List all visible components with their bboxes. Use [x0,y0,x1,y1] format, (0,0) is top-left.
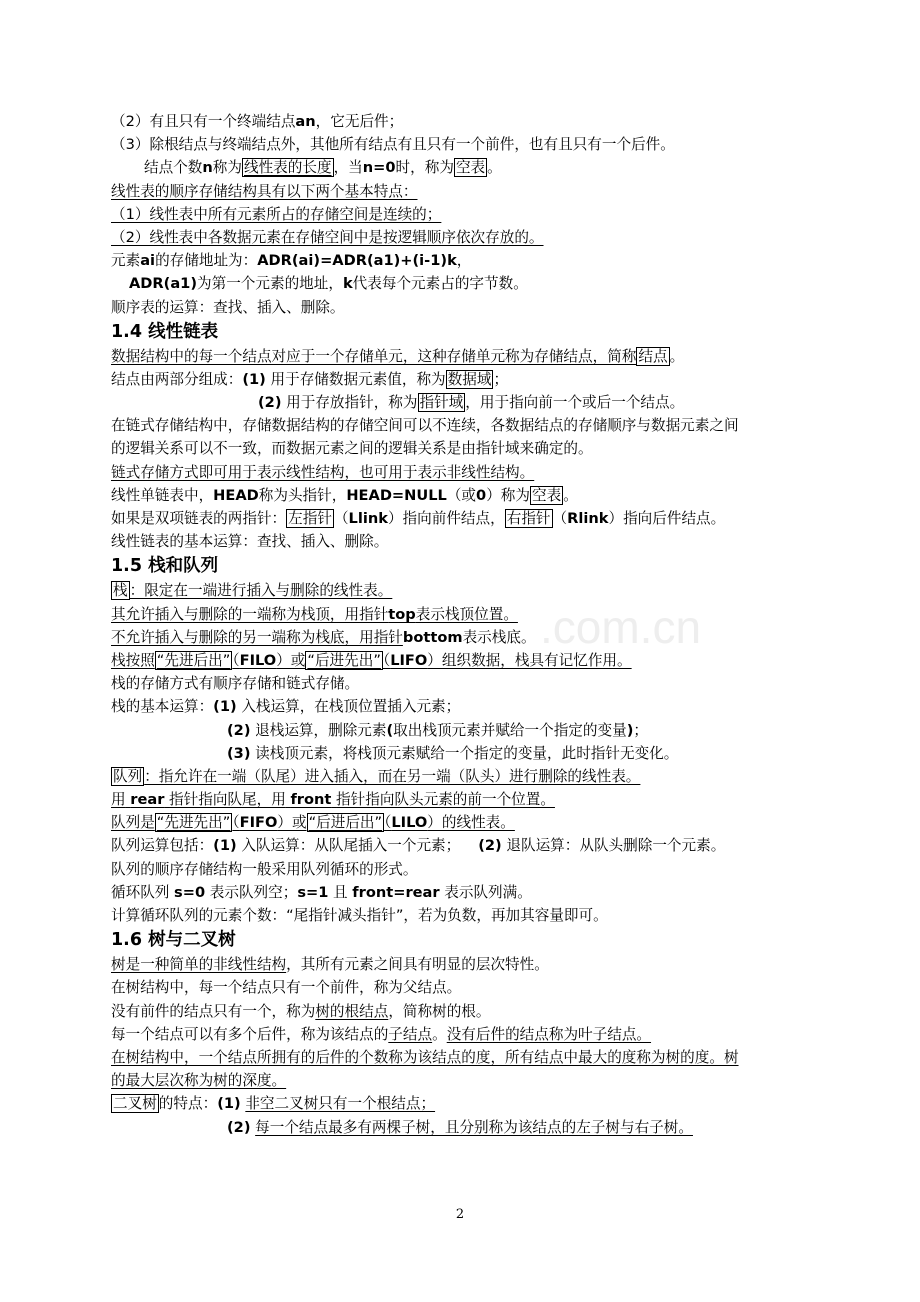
text-run: 代表每个元素占的字节数。 [352,275,528,293]
text-line: 在链式存储结构中，存储数据结构的存储空间可以不连续，各数据结点的存储顺序与数据元素之间 [111,417,739,435]
section-heading: 1.4 线性链表 [111,321,219,342]
text-run: 表示队列空； [209,883,298,901]
text-line [111,649,821,672]
text-run: 指针指向队尾，用 [169,791,286,809]
text-run: 线性单链表中， [111,486,214,504]
text-line [111,133,821,156]
text-line: 在树结构中，每一个结点只有一个前件，称为父结点。 [111,979,462,997]
text-line [111,579,821,602]
text-line [111,345,821,368]
text-line: 的最大层次称为树的深度。 [111,1072,287,1090]
term-box: “后进先出” [307,651,381,669]
text-run: 元素 [111,252,141,270]
text-line [111,110,821,133]
text-run: 。 [432,1025,447,1043]
text-run: 循环队列 [111,883,170,901]
text-line [111,156,821,179]
text-line [111,788,821,811]
text-run: n=0 [362,159,396,177]
text-run: ； [633,721,648,739]
text-run: k [342,275,353,293]
text-run: bottom [402,628,463,646]
text-run: FILO [239,651,277,669]
text-run: (3) [227,744,251,762]
text-line [111,626,821,649]
term-box: 栈 [113,582,128,600]
text-run: FIFO [239,814,278,832]
text-line: 计算循环队列的元素个数：“尾指针减头指针”，若为负数，再加其容量即可。 [111,907,608,924]
text-run: 。 [563,486,578,504]
text-run: 用 [111,791,126,809]
text-line: （2）线性表中各数据元素在存储空间中是按逻辑顺序依次存放的。 [111,228,544,246]
text-run: 树的根结点 [315,1002,389,1020]
text-run: LIFO [390,651,428,669]
text-run: （3）除根结点与终端结点外，其他所有结点有且只有一个前件，也有且只有一个后件。 [111,136,675,154]
text-run: ）组织数据，栈具有记忆作用。 [427,651,632,669]
text-run: 不允许插入与删除的另一端称为栈底，用指针 [111,628,403,646]
text-run: ； [493,370,509,388]
text-run: ）称为 [486,486,530,504]
text-run: 。 [669,347,685,365]
text-line [111,811,821,834]
text-run: (1) [213,698,237,716]
text-run: 为第一个元素的地址， [197,275,343,293]
text-run: 没有后件的结点称为叶子结点。 [446,1025,652,1043]
text-run: 称为头指针， [258,486,347,504]
text-line: 链式存储方式即可用于表示线性结构，也可用于表示非线性结构。 [111,463,535,481]
text-line [111,742,821,765]
text-run: s=1 [297,883,329,901]
text-run: 取出栈顶元素并赋给一个指定的变量 [393,721,627,739]
text-run: 的存储地址为： [155,252,258,270]
term-box: “先进先出” [156,814,231,832]
text-line [111,834,821,857]
text-run: HEAD [213,486,259,504]
text-run: 时，称为 [395,159,454,177]
text-run: (1) [242,370,266,388]
text-run: ，用于指向前一个或后一个结点。 [465,394,685,412]
text-run: 每一个结点最多有两棵子树，且分别称为该结点的左子树与右子树。 [255,1118,693,1136]
term-box: 线性表的长度 [243,159,332,177]
text-run: （ [333,510,349,527]
text-line [111,719,821,742]
text-run: 退栈运算，删除元素 [255,721,387,739]
text-run: ）指向后件结点。 [608,510,726,527]
text-run: ）或 [276,651,306,669]
text-run: （ [384,814,392,832]
text-line: 队列的顺序存储结构一般采用队列循环的形式。 [111,860,418,878]
text-run: ai [140,252,156,270]
text-line [111,391,821,414]
term-box: 左指针 [288,510,332,527]
text-run: (2) [227,721,251,739]
text-run: 入队运算：从队尾插入一个元素； [241,837,461,855]
text-run: top [388,605,416,623]
watermark: .com.cn [540,601,702,653]
text-run: ADR(ai)=ADR(a1)+(i-1)k [257,252,457,270]
text-run: 栈的基本运算： [111,698,214,716]
text-line: 的逻辑关系可以不一致，而数据元素之间的逻辑关系是由指针域来确定的。 [111,440,593,458]
text-run: 且 [333,883,348,901]
term-box: “后进后出” [308,814,383,832]
text-run: s=0 [174,883,206,901]
text-line: （1）线性表中所有元素所占的存储空间是连续的； [111,205,442,223]
text-run: 树是一种简单的非线性结构 [111,956,287,974]
term-box: 右指针 [506,510,551,527]
page-content [111,110,821,1139]
text-run: （2）有且只有一个终端结点 [111,113,296,130]
text-run: （ [232,814,240,832]
text-line: 栈的存储方式有顺序存储和链式存储。 [111,675,360,693]
text-line [111,272,821,295]
text-run: front [290,791,332,809]
text-line [111,1092,821,1115]
text-run: (2) [258,394,282,412]
text-run: 表示栈底。 [462,628,536,646]
text-run: 表示队列满。 [444,883,532,901]
text-run: 子结点 [388,1025,433,1043]
text-run: 每一个结点可以有多个后件，称为该结点的 [111,1025,389,1043]
text-run: 用于存储数据元素值，称为 [270,370,446,388]
text-run: ，它无后件； [315,113,404,130]
text-line [111,1000,821,1023]
text-line: 线性链表的基本运算：查找、插入、删除。 [111,533,389,551]
term-box: 队列 [113,767,143,785]
text-run: 表示栈顶位置。 [415,605,518,623]
term-box: 结点 [638,347,668,365]
text-run: an [295,113,316,130]
text-run: ，简称树的根。 [388,1002,491,1020]
text-run: ，其所有元素之间具有明显的层次特性。 [286,956,549,974]
text-line [111,603,821,626]
text-line [111,1116,821,1139]
text-run: （ [382,651,391,669]
text-run: ：限定在一端进行插入与删除的线性表。 [129,582,393,600]
text-line: 顺序表的运算：查找、插入、删除。 [111,298,345,316]
text-run: 结点个数 [144,159,203,177]
text-run: ， [456,252,472,270]
text-run: 读栈顶元素，将栈顶元素赋给一个指定的变量，此时指针无变化。 [255,744,679,762]
text-run: 数据结构中的每一个结点对应于一个存储单元，这种存储单元称为存储结点，简称 [111,347,637,365]
text-run: ）指向前件结点， [387,510,505,527]
text-line [111,695,821,718]
text-run: (2) [478,837,502,855]
text-run: HEAD=NULL [346,486,447,504]
text-run: ）或 [277,814,307,832]
page-number: 2 [455,1207,465,1222]
text-run: front=rear [352,883,440,901]
text-line [111,484,821,507]
text-line [111,765,821,788]
text-run: 0 [476,486,487,504]
text-run: （ [232,651,240,669]
text-run: (1) [217,1095,241,1113]
text-run: 指针指向队头元素的前一个位置。 [336,791,555,809]
text-run: 入栈运算，在栈顶位置插入元素； [241,698,461,716]
section-heading: 1.5 栈和队列 [111,556,219,577]
text-run: 的特点： [158,1095,218,1113]
text-run: rear [130,791,165,809]
text-run: 结点由两部分组成： [111,370,243,388]
text-run: 称为 [212,159,242,177]
text-line [111,507,821,530]
text-run: 。 [487,159,502,177]
text-run: ，当 [333,159,363,177]
term-box: 二叉树 [113,1095,157,1113]
section-heading: 1.6 树与二叉树 [111,930,236,951]
text-run: 如果是双项链表的两指针： [111,510,287,527]
text-run: 非空二叉树只有一个根结点； [245,1095,436,1113]
text-run: ( [386,721,394,739]
term-box: 指针域 [419,394,464,412]
text-line: 线性表的顺序存储结构具有以下两个基本特点： [111,182,418,200]
text-run: (2) [227,1118,251,1136]
term-box: 数据域 [447,370,492,388]
text-line [111,953,821,976]
term-box: 空表 [455,159,486,177]
text-run: ADR(a1) [129,275,197,293]
text-run: 队列运算包括： [111,837,214,855]
text-run: 没有前件的结点只有一个，称为 [111,1002,316,1020]
text-run: Llink [348,510,388,527]
text-run: （ [552,510,568,527]
text-run: ）的线性表。 [427,814,515,832]
text-run: (1) [213,837,237,855]
text-run: ) [626,721,634,739]
text-run: 退队运算：从队头删除一个元素。 [506,837,726,855]
text-run: 其允许插入与删除的一端称为栈顶，用指针 [111,605,389,623]
text-run: 栈按照 [111,651,155,669]
text-run: 用于存放指针，称为 [286,394,418,412]
term-box: 空表 [531,486,562,504]
text-run: （或 [446,486,477,504]
text-line [111,1023,821,1046]
text-line [111,368,821,391]
text-line: 在树结构中，一个结点所拥有的后件的个数称为该结点的度，所有结点中最大的度称为树的度。树 [111,1048,739,1066]
text-line [111,881,821,904]
text-line [111,249,821,272]
term-box: “先进后出” [156,651,231,669]
text-run: LILO [391,814,428,832]
text-run: n [202,159,213,177]
text-run: 队列是 [111,814,155,832]
text-run: Rlink [567,510,609,527]
text-run: ：指允许在一端（队尾）进入插入，而在另一端（队头）进行删除的线性表。 [144,767,641,785]
